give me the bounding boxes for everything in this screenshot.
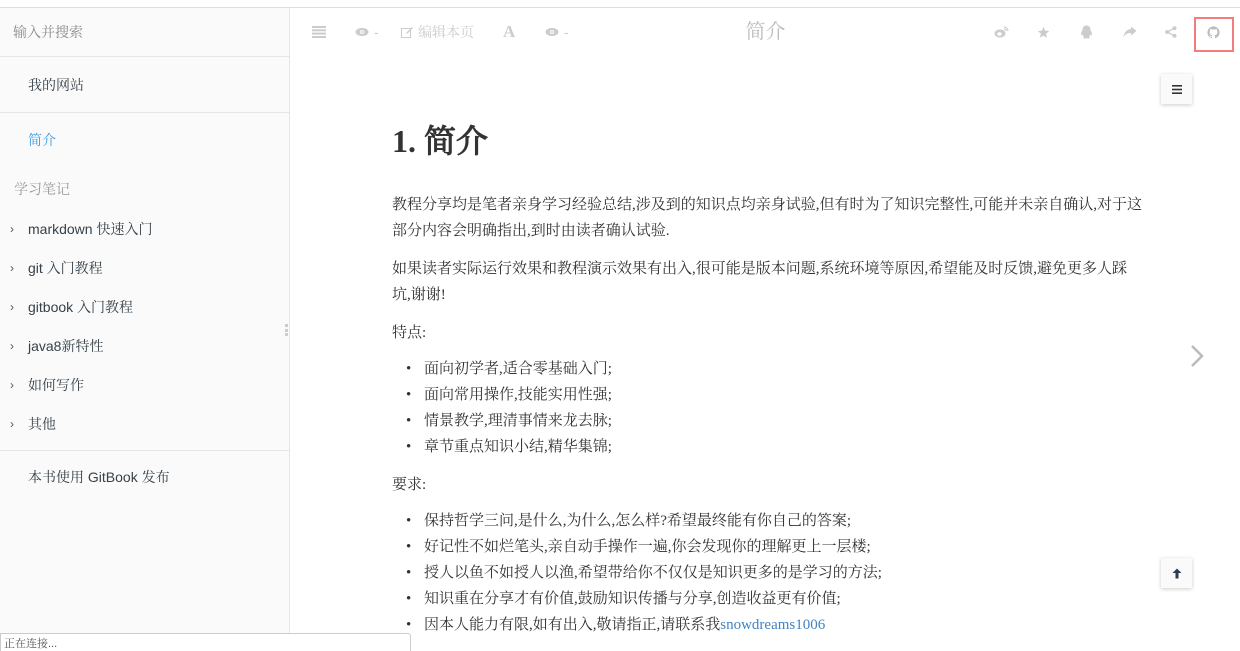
list-icon xyxy=(1172,85,1182,94)
search-box xyxy=(0,8,289,57)
list-item: • 授人以鱼不如授人以渔,希望带给你不仅仅是知识更多的是学习的方法; xyxy=(392,560,1142,586)
weibo-icon xyxy=(994,26,1009,38)
list-item: • 情景教学,理清事情来龙去脉; xyxy=(392,408,1142,434)
browser-status-bar: 正在连接... xyxy=(0,633,411,651)
share-forward-icon xyxy=(1123,26,1137,38)
sidebar-resize-handle[interactable] xyxy=(285,324,289,336)
page-views-count: - xyxy=(374,24,379,40)
star-icon xyxy=(1037,26,1050,39)
chapter-label: gitbook 入门教程 xyxy=(28,298,134,315)
share-icon xyxy=(1165,26,1177,38)
sidebar-section-header: 学习笔记 xyxy=(14,181,70,197)
chevron-right-icon xyxy=(1184,340,1208,372)
github-button[interactable] xyxy=(1207,8,1220,56)
toc-toggle-button[interactable] xyxy=(1161,74,1192,104)
toggle-sidebar-button[interactable] xyxy=(312,8,326,56)
sidebar-chapter-java8[interactable] xyxy=(0,326,289,365)
contact-text: 因本人能力有限,如有出入,敬请指正,请联系我 xyxy=(424,617,721,633)
features-list xyxy=(392,356,1142,460)
gitbook-published-link[interactable]: 本书使用 GitBook 发布 xyxy=(28,469,170,485)
list-item: • 面向初学者,适合零基础入门; xyxy=(392,356,1142,382)
chapter-label: markdown 快速入门 xyxy=(28,220,153,237)
page-content xyxy=(392,56,1142,638)
list-item: • 保持哲学三问,是什么,为什么,怎么样?希望最终能有你自己的答案; xyxy=(392,508,1142,534)
page-views-button[interactable] xyxy=(355,8,379,56)
list-item: • 章节重点知识小结,精华集锦; xyxy=(392,434,1142,460)
edit-icon xyxy=(401,26,414,39)
chevron-right-icon: › xyxy=(10,416,14,431)
toolbar xyxy=(291,8,1240,56)
sidebar-chapter-git[interactable] xyxy=(0,248,289,287)
edit-page-label: 编辑本页 xyxy=(418,24,474,40)
chevron-right-icon: › xyxy=(10,299,14,314)
chevron-right-icon: › xyxy=(10,260,14,275)
hamburger-icon xyxy=(312,26,326,38)
back-to-top-button[interactable] xyxy=(1161,558,1192,588)
next-page-button[interactable] xyxy=(1184,340,1208,372)
chevron-right-icon: › xyxy=(10,338,14,353)
star-button[interactable] xyxy=(1037,8,1050,56)
eye-icon xyxy=(545,27,559,37)
share-forward-button[interactable] xyxy=(1123,8,1137,56)
chapter-label: 其他 xyxy=(28,415,56,432)
list-item: • 好记性不如烂笔头,亲自动手操作一遍,你会发现你的理解更上一层楼; xyxy=(392,534,1142,560)
sidebar-chapter-markdown[interactable] xyxy=(0,209,289,248)
sidebar-item-intro[interactable]: 简介 xyxy=(28,132,56,148)
qq-share-button[interactable] xyxy=(1080,8,1093,56)
font-settings-button[interactable] xyxy=(503,8,515,56)
qq-icon xyxy=(1080,25,1093,39)
requirements-list xyxy=(392,508,1142,638)
sidebar-chapter-gitbook[interactable] xyxy=(0,287,289,326)
feedback-paragraph: 如果读者实际运行效果和教程演示效果有出入,很可能是版本问题,系统环境等原因,希望能及时反馈,避免更多人踩坑,谢谢! xyxy=(392,261,1128,303)
site-views-count: - xyxy=(564,24,569,40)
list-item xyxy=(392,612,1142,638)
search-input[interactable] xyxy=(13,24,276,40)
chevron-right-icon: › xyxy=(10,221,14,236)
page-title: 简介 xyxy=(745,21,786,43)
list-item: • 知识重在分享才有价值,鼓励知识传播与分享,创造收益更有价值; xyxy=(392,586,1142,612)
eye-icon xyxy=(355,27,369,37)
chapter-label: 如何写作 xyxy=(28,376,84,393)
share-button[interactable] xyxy=(1165,8,1177,56)
arrow-up-icon xyxy=(1172,568,1182,579)
requirements-label: 要求: xyxy=(392,477,427,493)
list-item: • 面向常用操作,技能实用性强; xyxy=(392,382,1142,408)
sidebar xyxy=(0,8,290,651)
chevron-right-icon: › xyxy=(10,377,14,392)
sidebar-chapter-writing[interactable] xyxy=(0,365,289,404)
sidebar-chapter-other[interactable] xyxy=(0,404,289,443)
chapter-label: git 入门教程 xyxy=(28,259,103,276)
weibo-share-button[interactable] xyxy=(994,8,1009,56)
page-heading: 1. 简介 xyxy=(392,123,489,159)
edit-page-button[interactable] xyxy=(401,8,474,56)
contact-link[interactable]: snowdreams1006 xyxy=(720,617,826,633)
window-top-border xyxy=(0,0,1240,8)
intro-paragraph: 教程分享均是笔者亲身学习经验总结,涉及到的知识点均亲身试验,但有时为了知识完整性,可能并未亲自确认,对于这部分内容会明确指出,到时由读者确认试验. xyxy=(392,197,1143,239)
features-label: 特点: xyxy=(392,325,427,341)
chapter-label: java8新特性 xyxy=(28,337,104,354)
github-icon xyxy=(1207,26,1220,39)
sidebar-item-my-site[interactable]: 我的网站 xyxy=(0,57,289,113)
font-icon: A xyxy=(503,22,516,41)
site-views-button[interactable] xyxy=(545,8,569,56)
